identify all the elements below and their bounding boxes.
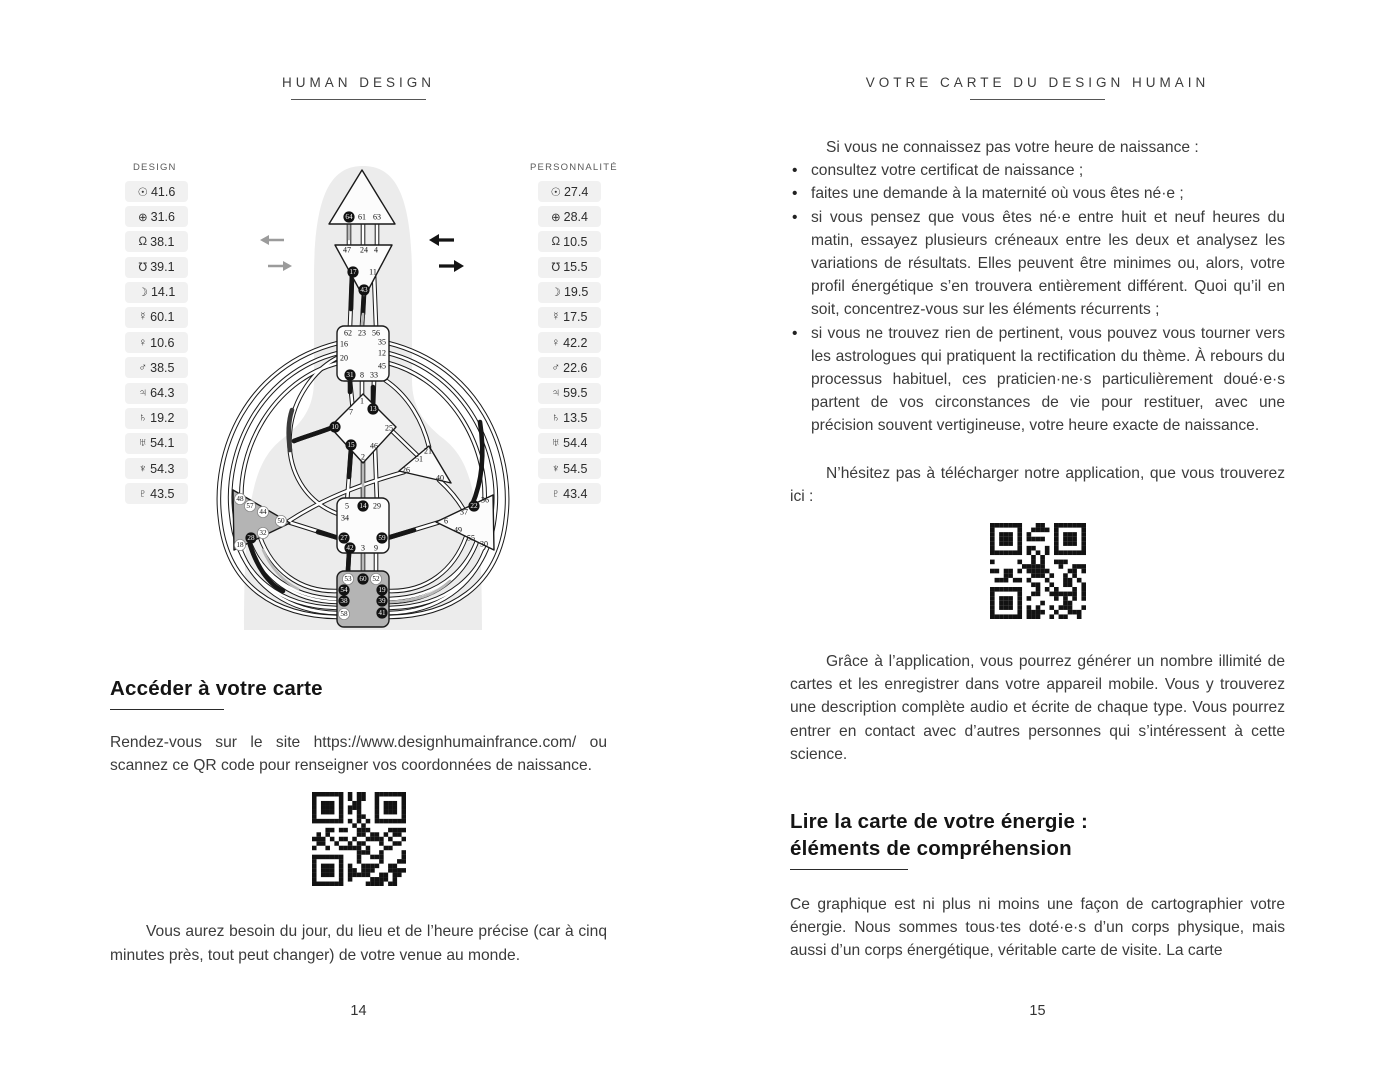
planet-value: 42.2 bbox=[563, 335, 588, 350]
gate-45 bbox=[378, 362, 386, 371]
gate-13 bbox=[367, 403, 378, 414]
gate-11 bbox=[369, 268, 377, 277]
planet-glyph: ♀ bbox=[551, 336, 561, 349]
svg-text:20: 20 bbox=[340, 353, 348, 363]
gate-39 bbox=[376, 595, 387, 606]
list-item: • si vous pensez que vous êtes né·e entre huit et neuf heures du matin, essayez plusieurs créneaux entre les deux et analysez les variations de résultats. Elles peuvent être minimes ou, alors, votre profil énergétique s’en trouvera entièrement différent. Quoi qu’il en soit, concentrez-vous sur les éléments récurrents ; bbox=[790, 206, 1285, 322]
planet-value: 10.6 bbox=[150, 335, 175, 350]
gate-18 bbox=[234, 539, 245, 550]
gate-55 bbox=[467, 534, 475, 543]
planet-value: 64.3 bbox=[150, 386, 175, 400]
planet-value: 10.5 bbox=[563, 234, 588, 249]
svg-text:18: 18 bbox=[236, 541, 244, 549]
planet-value: 54.1 bbox=[150, 436, 175, 451]
svg-text:30: 30 bbox=[480, 539, 488, 549]
gate-59 bbox=[376, 532, 387, 543]
planet-value: 59.5 bbox=[563, 386, 588, 400]
gate-62 bbox=[344, 329, 352, 338]
gate-42 bbox=[344, 542, 355, 553]
svg-text:16: 16 bbox=[340, 339, 348, 349]
planet-glyph: ⊕ bbox=[551, 211, 561, 224]
planet-value: 31.6 bbox=[150, 209, 175, 224]
planet-glyph: Ω bbox=[551, 235, 561, 248]
planet-value: 54.4 bbox=[563, 436, 588, 451]
gate-33 bbox=[370, 371, 378, 380]
page-number: 15 bbox=[1029, 1003, 1046, 1019]
planet-glyph: ♆ bbox=[551, 462, 561, 475]
gate-15 bbox=[345, 439, 356, 450]
gate-22 bbox=[468, 500, 479, 511]
gate-35 bbox=[378, 338, 386, 347]
planet-glyph: ♃ bbox=[138, 387, 148, 399]
gate-40 bbox=[436, 474, 444, 483]
gate-20 bbox=[340, 354, 348, 363]
svg-text:6: 6 bbox=[444, 516, 448, 526]
birth-time-bullet-list bbox=[790, 159, 1285, 437]
svg-text:31: 31 bbox=[346, 371, 354, 379]
gate-1 bbox=[360, 397, 364, 406]
bodygraph-chart bbox=[118, 160, 618, 630]
planet-glyph: ♄ bbox=[138, 412, 148, 425]
gate-9 bbox=[374, 544, 378, 553]
svg-text:13: 13 bbox=[369, 405, 377, 413]
svg-text:45: 45 bbox=[378, 361, 386, 371]
paragraph: N’hésitez pas à télécharger notre application, que vous trouverez ici : bbox=[790, 464, 1285, 505]
svg-text:7: 7 bbox=[349, 407, 353, 417]
planet-value: 17.5 bbox=[563, 310, 588, 325]
svg-text:21: 21 bbox=[424, 446, 432, 456]
svg-text:44: 44 bbox=[259, 508, 267, 516]
planet-value: 19.2 bbox=[150, 411, 175, 426]
gate-25 bbox=[385, 424, 393, 433]
gate-53 bbox=[342, 573, 353, 584]
section-heading-line2: éléments de compréhension bbox=[790, 837, 1072, 861]
planet-glyph: ♇ bbox=[551, 487, 561, 500]
gate-24 bbox=[360, 246, 368, 255]
svg-text:8: 8 bbox=[360, 370, 364, 380]
gate-49 bbox=[454, 526, 462, 535]
svg-text:26: 26 bbox=[402, 465, 410, 475]
planet-value: 38.5 bbox=[150, 360, 175, 375]
gate-6 bbox=[444, 517, 448, 526]
bodygraph-svg bbox=[118, 160, 608, 630]
gate-26 bbox=[402, 466, 410, 475]
gate-63 bbox=[373, 213, 381, 222]
svg-text:3: 3 bbox=[361, 543, 365, 553]
planet-glyph: ☿ bbox=[138, 311, 148, 324]
gate-38 bbox=[338, 595, 349, 606]
planet-glyph: ♃ bbox=[551, 387, 561, 399]
gate-57 bbox=[244, 500, 255, 511]
gate-48 bbox=[234, 493, 245, 504]
gate-17 bbox=[347, 266, 358, 277]
svg-text:39: 39 bbox=[378, 597, 386, 605]
svg-text:64: 64 bbox=[345, 213, 353, 221]
svg-text:14: 14 bbox=[359, 502, 367, 510]
list-item: • faites une demande à la maternité où vous êtes né·e ; bbox=[790, 182, 1285, 205]
read-chart-section bbox=[790, 808, 1285, 870]
gate-29 bbox=[373, 502, 381, 511]
gate-28 bbox=[245, 532, 256, 543]
svg-text:46: 46 bbox=[370, 441, 378, 451]
gate-30 bbox=[480, 540, 488, 549]
svg-text:61: 61 bbox=[358, 212, 366, 222]
svg-text:1: 1 bbox=[360, 396, 364, 406]
planet-value: 43.5 bbox=[150, 486, 175, 501]
gate-36 bbox=[481, 496, 489, 505]
planet-value: 60.1 bbox=[150, 310, 175, 325]
svg-text:60: 60 bbox=[359, 575, 367, 583]
planet-glyph: ♂ bbox=[138, 361, 148, 374]
gate-56 bbox=[372, 329, 380, 338]
planet-value: 41.6 bbox=[150, 184, 176, 199]
gate-23 bbox=[358, 329, 366, 338]
gate-5 bbox=[345, 502, 349, 511]
gate-64 bbox=[343, 211, 354, 222]
svg-text:41: 41 bbox=[378, 609, 386, 617]
qr-pattern bbox=[312, 792, 406, 886]
qr-code-site bbox=[312, 792, 406, 891]
planet-glyph: ♀ bbox=[138, 336, 148, 349]
svg-text:2: 2 bbox=[361, 452, 365, 462]
svg-text:28: 28 bbox=[247, 534, 255, 542]
gate-27 bbox=[338, 532, 349, 543]
right-page-content bbox=[790, 136, 1285, 963]
planet-glyph: ☿ bbox=[551, 311, 561, 324]
planet-value: 38.1 bbox=[150, 234, 175, 249]
gate-44 bbox=[257, 506, 268, 517]
section-heading-line1: Lire la carte de votre énergie : bbox=[790, 810, 1089, 834]
design-arrows-icon bbox=[260, 235, 292, 271]
design-column-label: DESIGN bbox=[133, 162, 177, 173]
left-page bbox=[110, 75, 618, 1035]
gate-47 bbox=[343, 246, 351, 255]
svg-text:15: 15 bbox=[347, 441, 355, 449]
planet-value: 27.4 bbox=[563, 184, 589, 199]
section-heading: Accéder à votre carte bbox=[110, 677, 323, 700]
list-item: • si vous ne trouvez rien de pertinent, vous pouvez vous tourner vers les astrologues qui pratiquent la rectification du thème. À rebours du processus habituel, ces praticien·ne·s particulièrement doué·e·s partent de vos circonstances de vie pour restituer, avec une précision souvent vertigineuse, votre heure exacte de naissance. bbox=[790, 322, 1285, 438]
svg-text:12: 12 bbox=[378, 348, 386, 358]
qr-pattern bbox=[990, 523, 1086, 619]
section-heading-rule bbox=[790, 869, 908, 870]
gate-61 bbox=[358, 213, 366, 222]
svg-text:43: 43 bbox=[360, 286, 368, 294]
planet-glyph: ☉ bbox=[137, 186, 148, 199]
planet-value: 15.5 bbox=[563, 260, 588, 275]
svg-text:59: 59 bbox=[378, 534, 386, 542]
qr-wrapper bbox=[110, 792, 607, 891]
svg-text:54: 54 bbox=[340, 586, 348, 594]
planet-glyph: ☽ bbox=[137, 287, 148, 300]
svg-text:4: 4 bbox=[374, 245, 378, 255]
qr-wrapper bbox=[790, 523, 1285, 624]
access-section bbox=[110, 675, 607, 967]
planet-glyph: ♄ bbox=[551, 412, 561, 425]
paragraph: Ce graphique est ni plus ni moins une façon de cartographier votre énergie. Nous sommes tous·tes doté·e·s d’un corps physique, mais aussi d’un corps énergétique, véritable carte de visite. La carte bbox=[790, 896, 1285, 960]
gate-12 bbox=[378, 349, 386, 358]
svg-text:24: 24 bbox=[360, 245, 368, 255]
svg-text:5: 5 bbox=[345, 501, 349, 511]
svg-text:49: 49 bbox=[454, 525, 462, 535]
svg-text:56: 56 bbox=[372, 328, 380, 338]
right-page bbox=[790, 75, 1285, 1035]
gate-58 bbox=[338, 608, 349, 619]
svg-text:51: 51 bbox=[415, 454, 423, 464]
svg-text:58: 58 bbox=[340, 610, 348, 618]
gate-50 bbox=[275, 515, 286, 526]
gate-54 bbox=[338, 584, 349, 595]
gate-16 bbox=[340, 340, 348, 349]
svg-text:57: 57 bbox=[246, 502, 254, 510]
svg-text:35: 35 bbox=[378, 337, 386, 347]
svg-text:27: 27 bbox=[340, 534, 348, 542]
svg-text:29: 29 bbox=[373, 501, 381, 511]
planet-value: 54.5 bbox=[563, 461, 588, 476]
paragraph: Rendez-vous sur le site https://www.designhumainfrance.com/ ou scannez ce QR code pour renseigner vos coordonnées de naissance. bbox=[110, 734, 607, 775]
page-number: 14 bbox=[350, 1003, 367, 1019]
svg-text:53: 53 bbox=[344, 575, 352, 583]
planet-value: 14.1 bbox=[150, 285, 176, 300]
gate-3 bbox=[361, 544, 365, 553]
svg-text:22: 22 bbox=[470, 502, 478, 510]
svg-text:38: 38 bbox=[340, 597, 348, 605]
gate-31 bbox=[344, 369, 355, 380]
gate-7 bbox=[349, 408, 353, 417]
svg-text:47: 47 bbox=[343, 245, 351, 255]
gate-21 bbox=[424, 447, 432, 456]
svg-text:10: 10 bbox=[331, 423, 339, 431]
running-head-rule bbox=[970, 99, 1105, 100]
gate-37 bbox=[460, 508, 468, 517]
svg-text:40: 40 bbox=[436, 473, 444, 483]
gate-43 bbox=[358, 284, 369, 295]
gate-60 bbox=[357, 573, 368, 584]
planet-glyph: ♂ bbox=[551, 361, 561, 374]
svg-text:25: 25 bbox=[385, 423, 393, 433]
gate-19 bbox=[376, 584, 387, 595]
svg-text:33: 33 bbox=[370, 370, 378, 380]
svg-text:36: 36 bbox=[481, 495, 489, 505]
svg-text:19: 19 bbox=[378, 586, 386, 594]
paragraph: Vous aurez besoin du jour, du lieu et de l’heure précise (car à cinq minutes près, tout peut changer) de votre venue au monde. bbox=[110, 923, 607, 964]
gate-2 bbox=[361, 453, 365, 462]
section-heading-rule bbox=[110, 709, 224, 710]
svg-text:48: 48 bbox=[236, 495, 244, 503]
qr-code-app bbox=[990, 523, 1086, 624]
planet-value: 39.1 bbox=[150, 260, 175, 275]
planet-value: 28.4 bbox=[563, 209, 588, 224]
svg-text:42: 42 bbox=[346, 544, 354, 552]
svg-text:17: 17 bbox=[349, 268, 357, 276]
paragraph: Grâce à l’application, vous pourrez générer un nombre illimité de cartes et les enregistrer dans votre appareil mobile. Vous y trouverez une description complète audio et écrite de chaque type. Vous pourrez entrer en contact avec d’autres personnes qui s’intéressent à cette science. bbox=[790, 653, 1285, 763]
svg-text:63: 63 bbox=[373, 212, 381, 222]
planet-glyph: ℧ bbox=[138, 262, 148, 275]
planet-glyph: ♇ bbox=[138, 487, 148, 500]
planet-value: 54.3 bbox=[150, 461, 175, 476]
planet-glyph: ♅ bbox=[138, 437, 148, 450]
svg-text:11: 11 bbox=[369, 267, 377, 277]
gate-41 bbox=[376, 607, 387, 618]
planet-value: 19.5 bbox=[563, 285, 589, 300]
planet-value: 13.5 bbox=[563, 411, 588, 426]
gate-10 bbox=[329, 421, 340, 432]
running-head-left: HUMAN DESIGN bbox=[281, 75, 435, 90]
svg-text:9: 9 bbox=[374, 543, 378, 553]
gate-4 bbox=[374, 246, 378, 255]
planet-glyph: ☽ bbox=[550, 287, 561, 300]
planet-value: 43.4 bbox=[563, 486, 588, 501]
running-head-rule bbox=[291, 99, 426, 100]
planet-glyph: ☉ bbox=[550, 186, 561, 199]
svg-text:50: 50 bbox=[277, 517, 285, 525]
svg-text:32: 32 bbox=[259, 529, 267, 537]
svg-text:52: 52 bbox=[372, 575, 380, 583]
planet-value: 22.6 bbox=[563, 360, 588, 375]
planet-glyph: ℧ bbox=[551, 262, 561, 275]
svg-text:34: 34 bbox=[341, 513, 349, 523]
gate-51 bbox=[415, 455, 423, 464]
intro-paragraph: Si vous ne connaissez pas votre heure de naissance : bbox=[826, 139, 1199, 156]
svg-text:62: 62 bbox=[344, 328, 352, 338]
svg-text:23: 23 bbox=[358, 328, 366, 338]
gate-14 bbox=[357, 500, 368, 511]
running-head-right: VOTRE CARTE DU DESIGN HUMAIN bbox=[865, 75, 1210, 90]
gate-46 bbox=[370, 442, 378, 451]
personality-column-label: PERSONNALITÉ bbox=[530, 162, 618, 173]
list-item: • consultez votre certificat de naissance ; bbox=[790, 159, 1285, 182]
gate-34 bbox=[341, 514, 349, 523]
gate-32 bbox=[257, 527, 268, 538]
svg-text:55: 55 bbox=[467, 533, 475, 543]
planet-glyph: ♅ bbox=[551, 437, 561, 450]
gate-8 bbox=[360, 371, 364, 380]
personality-arrows-icon bbox=[429, 234, 464, 272]
gate-52 bbox=[370, 573, 381, 584]
svg-text:37: 37 bbox=[460, 507, 468, 517]
planet-glyph: ⊕ bbox=[138, 211, 148, 224]
planet-glyph: ♆ bbox=[138, 462, 148, 475]
planet-glyph: Ω bbox=[138, 235, 148, 248]
